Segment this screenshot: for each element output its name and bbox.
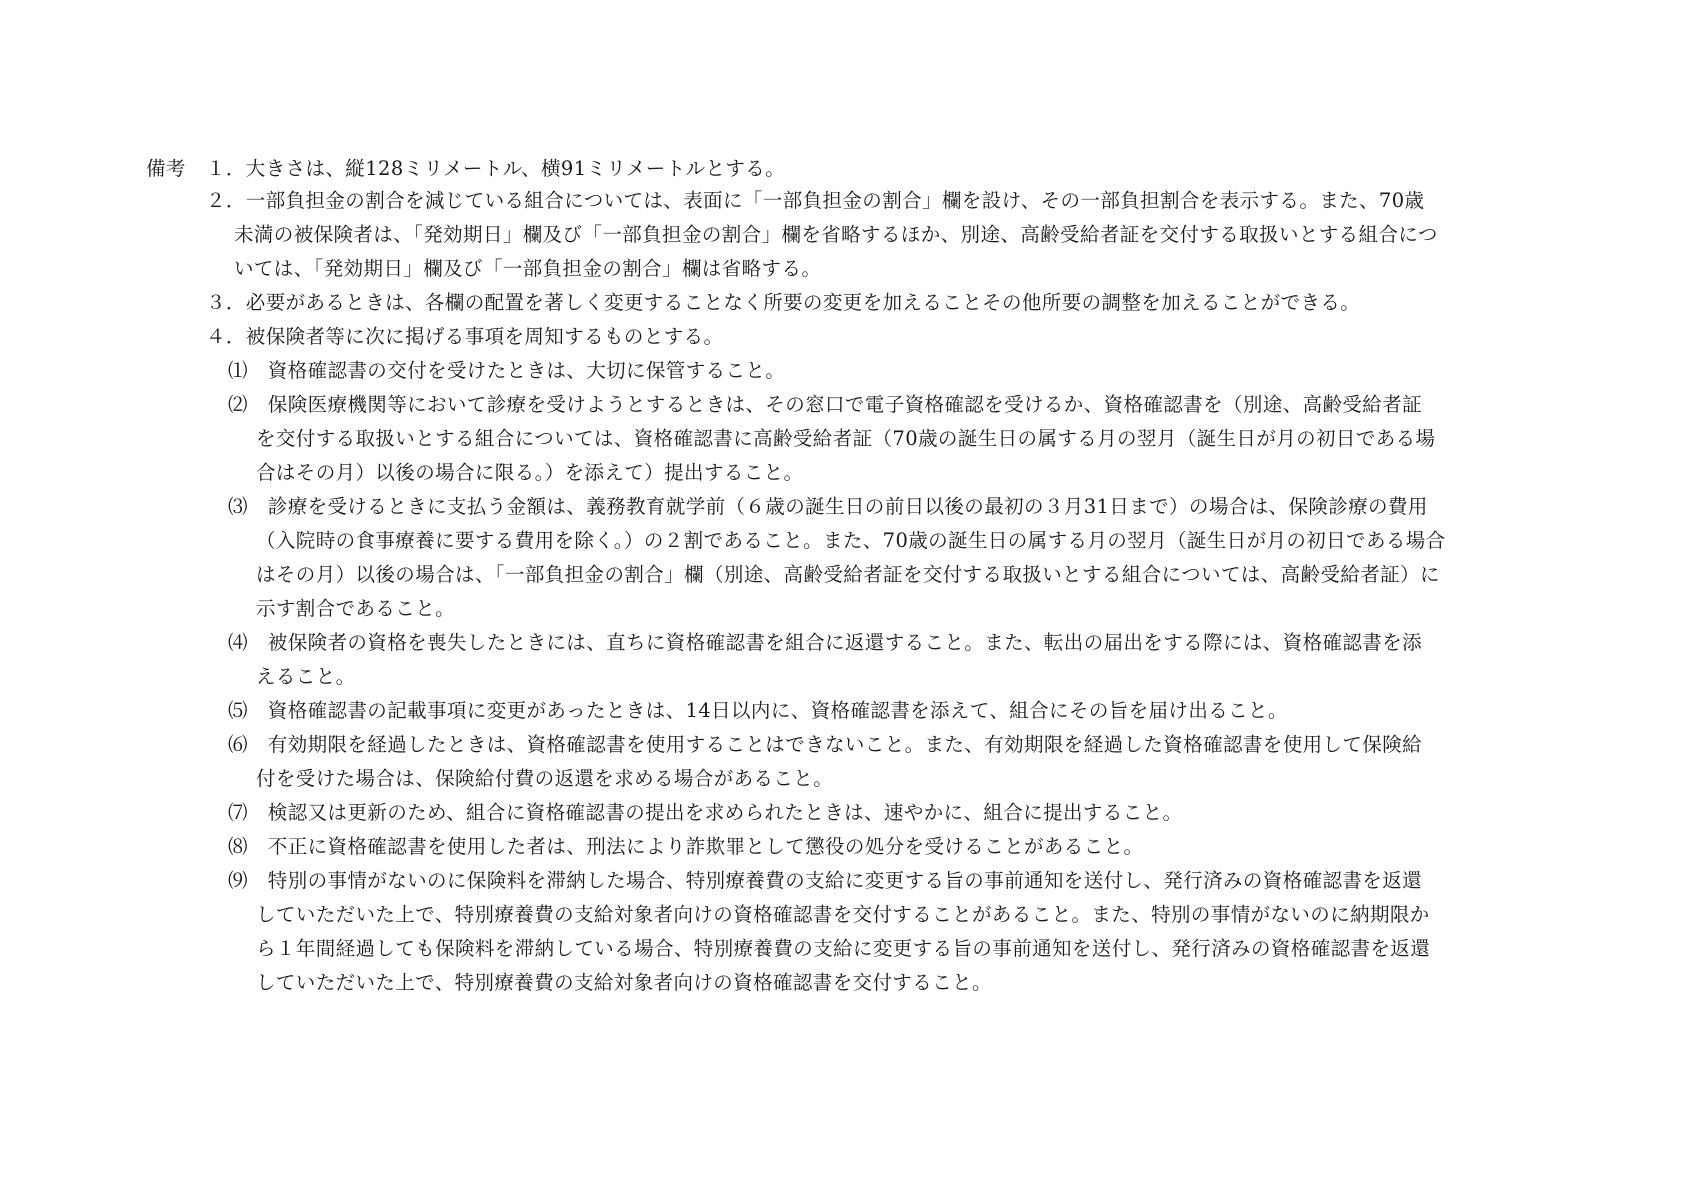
subitem-1-line-1: ⑴ 資格確認書の交付を受けたときは、大切に保管すること。	[228, 359, 786, 382]
subitem-2-line-2: を交付する取扱いとする組合については、資格確認書に高齢受給者証（70歳の誕生日の属する月の翌月（誕生日が月の初日である場	[256, 427, 1436, 450]
subitem-6-line-2: 付を受けた場合は、保険給付費の返還を求める場合があること。	[256, 767, 834, 790]
item-2-line-1: ２．一部負担金の割合を減じている組合については、表面に「一部負担金の割合」欄を設け、その一部負担割合を表示する。また、70歳	[206, 189, 1425, 212]
item-2-line-3: いては、「発効期日」欄及び「一部負担金の割合」欄は省略する。	[234, 257, 822, 280]
subitem-3-line-4: 示す割合であること。	[256, 597, 456, 620]
subitem-3-line-3: はその月）以後の場合は、「一部負担金の割合」欄（別途、高齢受給者証を交付する取扱いとする組合については、高齢受給者証）に	[256, 563, 1440, 586]
item-3-line-1: ３．必要があるときは、各欄の配置を著しく変更することなく所要の変更を加えることその他所要の調整を加えることができる。	[206, 291, 1361, 314]
subitem-7-line-1: ⑺ 検認又は更新のため、組合に資格確認書の提出を求められたときは、速やかに、組合に提出すること。	[228, 801, 1183, 824]
item-4-line-1: ４．被保険者等に次に掲げる事項を周知するものとする。	[206, 325, 724, 348]
subitem-8-line-1: ⑻ 不正に資格確認書を使用した者は、刑法により詐欺罪として懲役の処分を受けることがあること。	[228, 835, 1144, 858]
subitem-3-line-2: （入院時の食事療養に要する費用を除く。）の２割であること。また、70歳の誕生日の属する月の翌月（誕生日が月の初日である場合	[256, 529, 1446, 552]
subitem-6-line-1: ⑹ 有効期限を経過したときは、資格確認書を使用することはできないこと。また、有効期限を経過した資格確認書を使用して保険給	[228, 733, 1423, 756]
subitem-9-line-3: ら１年間経過しても保険料を滞納している場合、特別療養費の支給に変更する旨の事前通知を送付し、発行済みの資格確認書を返還	[256, 937, 1431, 960]
item-1-line-1: １．大きさは、縦128ミリメートル、横91ミリメートルとする。	[206, 157, 786, 180]
subitem-9-line-2: していただいた上で、特別療養費の支給対象者向けの資格確認書を交付することがあること。また、特別の事情がないのに納期限か	[256, 903, 1430, 926]
subitem-2-line-3: 合はその月）以後の場合に限る。）を添えて）提出すること。	[256, 461, 804, 484]
subitem-4-line-1: ⑷ 被保険者の資格を喪失したときには、直ちに資格確認書を組合に返還すること。また、転出の届出をする際には、資格確認書を添	[228, 631, 1423, 654]
subitem-2-line-1: ⑵ 保険医療機関等において診療を受けようとするときは、その窓口で電子資格確認を受けるか、資格確認書を（別途、高齢受給者証	[228, 393, 1423, 416]
subitem-9-line-4: していただいた上で、特別療養費の支給対象者向けの資格確認書を交付すること。	[256, 971, 992, 994]
subitem-4-line-2: えること。	[256, 665, 356, 688]
remarks-document	[146, 152, 1526, 1012]
subitem-9-line-1: ⑼ 特別の事情がないのに保険料を滞納した場合、特別療養費の支給に変更する旨の事前通知を送付し、発行済みの資格確認書を返還	[228, 869, 1423, 892]
item-2-line-2: 未満の被保険者は、「発効期日」欄及び「一部負担金の割合」欄を省略するほか、別途、高齢受給者証を交付する取扱いとする組合につ	[234, 223, 1438, 246]
remarks-heading: 備考	[146, 157, 186, 180]
subitem-3-line-1: ⑶ 診療を受けるときに支払う金額は、義務教育就学前（６歳の誕生日の前日以後の最初の３月31日まで）の場合は、保険診療の費用	[228, 495, 1428, 518]
subitem-5-line-1: ⑸ 資格確認書の記載事項に変更があったときは、14日以内に、資格確認書を添えて、組合にその旨を届け出ること。	[228, 699, 1288, 722]
